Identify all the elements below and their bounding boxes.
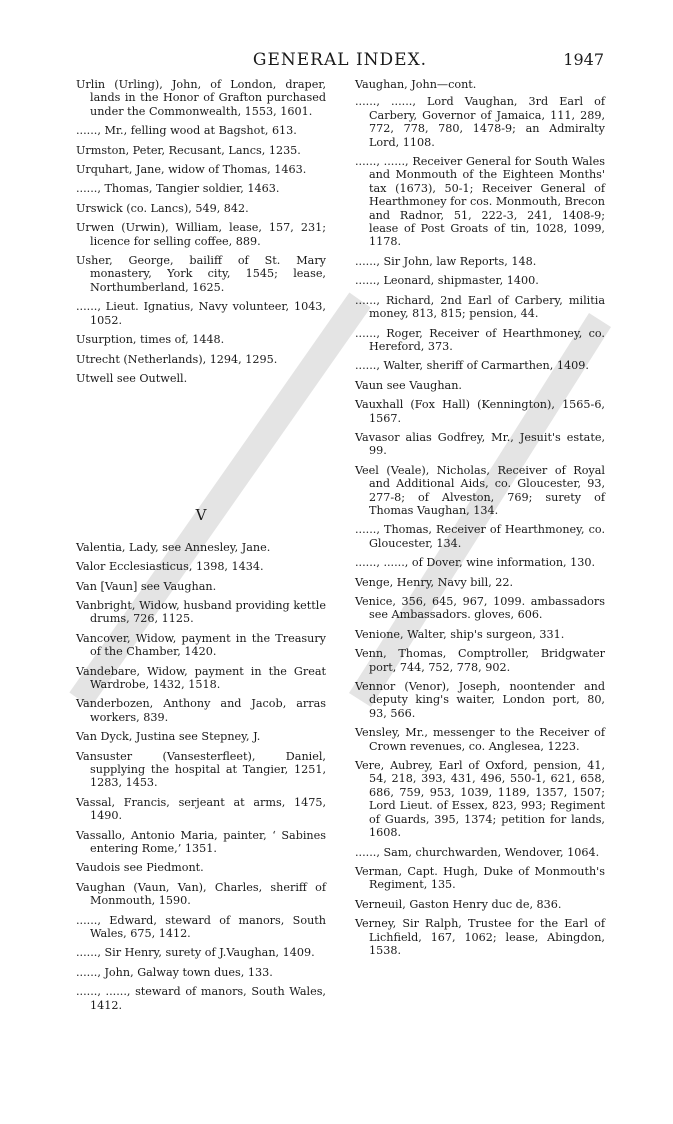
index-entry: ......, Sam, churchwarden, Wendover, 1064. [355, 845, 600, 859]
index-entry: Vassal, Francis, serjeant at arms, 1475, 1490. [76, 795, 326, 823]
index-entry: ......, Thomas, Receiver of Hearthmoney, co. Gloucester, 134. [355, 523, 605, 550]
running-title: GENERAL INDEX. [252, 50, 428, 70]
index-entry: Vauxhall (Fox Hall) (Kennington), 1565-6, 1567. [355, 398, 605, 425]
index-entry: Urswick (co. Lancs), 549, 842. [76, 201, 249, 215]
index-entry: Vansuster (Vansesterfleet), Daniel, supplying the hospital at Tangier, 1251, 1283, 1453. [76, 749, 326, 790]
index-entry: Vanderbozen, Anthony and Jacob, arras workers, 839. [76, 697, 326, 724]
index-entry: Venge, Henry, Navy bill, 22. [355, 575, 514, 589]
index-entry: ......, Thomas, Tangier soldier, 1463. [76, 182, 280, 196]
index-entry: ......, ......, Receiver General for South Wales and Monmouth of the Eighteen Months' tax (1673), 50-1; Receiver General of Hearthmoney for cos. Monmouth, Brecon and Radnor, 51, 222-3, 241, 1408-9; lease of Post Groats of tin, 1028, 1099, 1178. [355, 155, 605, 249]
index-entry: Valor Ecclesiasticus, 1398, 1434. [76, 560, 264, 574]
index-entry: ......, ......, Lord Vaughan, 3rd Earl of Carbery, Governor of Jamaica, 111, 289, 772, 778, 780, 1478-9; an Admiralty Lord, 1108. [355, 95, 605, 149]
right-column [355, 78, 605, 963]
index-entry: Vensley, Mr., messenger to the Receiver of Crown revenues, co. Anglesea, 1223. [355, 726, 605, 753]
index-entry: Vaun see Vaughan. [355, 378, 462, 392]
index-entry: ......, ......, steward of manors, South Wales, 1412. [76, 985, 326, 1012]
index-entry: ......, Lieut. Ignatius, Navy volunteer, 1043, 1052. [76, 300, 326, 327]
column-gap [76, 391, 326, 509]
left-column [76, 78, 326, 1018]
index-entry: Venione, Walter, ship's surgeon, 331. [355, 627, 565, 641]
index-entry: Vanbright, Widow, husband providing kettle drums, 726, 1125. [76, 598, 326, 626]
index-entry: Vassallo, Antonio Maria, painter, ‘ Sabines entering Rome,’ 1351. [76, 828, 326, 856]
index-entry: Venice, 356, 645, 967, 1099. ambassadors see Ambassadors. gloves, 606. [355, 595, 605, 622]
index-entry: Urlin (Urling), John, of London, draper, lands in the Honor of Grafton purchased under the Commonwealth, 1553, 1601. [76, 78, 326, 118]
index-entry: Usurption, times of, 1448. [76, 333, 225, 347]
index-entry: ......, Sir Henry, surety of J.Vaughan, 1409. [76, 946, 315, 960]
index-entry: Vavasor alias Godfrey, Mr., Jesuit's estate, 99. [355, 430, 605, 458]
index-entry: Urwen (Urwin), William, lease, 157, 231; licence for selling coffee, 889. [76, 221, 326, 248]
index-entry: ......, Edward, steward of manors, South Wales, 675, 1412. [76, 913, 326, 941]
index-entry: Utwell see Outwell. [76, 371, 188, 385]
index-entry: Usher, George, bailiff of St. Mary monastery, York city, 1545; lease, Northumberland, 1625. [76, 254, 326, 294]
index-entry: Vancover, Widow, payment in the Treasury of the Chamber, 1420. [76, 631, 326, 659]
section-gap [76, 523, 326, 541]
index-entry: Vere, Aubrey, Earl of Oxford, pension, 41, 54, 218, 393, 431, 496, 550-1, 621, 658, 686, 759, 953, 1039, 1189, 1357, 1507; Lord Lieut. of Essex, 823, 993; Regiment of Guards, 395, 1374; petition for lands, 1608. [355, 759, 605, 840]
index-entry: ......, John, Galway town dues, 133. [76, 965, 273, 979]
index-entry: ......, Richard, 2nd Earl of Carbery, militia money, 813, 815; pension, 44. [355, 293, 605, 321]
index-entry: Verneuil, Gaston Henry duc de, 836. [355, 897, 562, 911]
index-entry: ......, ......, of Dover, wine information, 130. [355, 556, 596, 570]
index-entry: Van [Vaun] see Vaughan. [76, 579, 217, 593]
page-number: 1947 [563, 50, 604, 69]
index-entry: ......, Roger, Receiver of Hearthmoney, co. Hereford, 373. [355, 326, 605, 353]
left-entries-top [76, 78, 326, 385]
index-entry: Van Dyck, Justina see Stepney, J. [76, 730, 261, 744]
index-entry: Urmston, Peter, Recusant, Lancs, 1235. [76, 143, 301, 157]
index-entry: Verney, Sir Ralph, Trustee for the Earl of Lichfield, 167, 1062; lease, Abingdon, 1538. [355, 917, 605, 957]
index-entry: Venn, Thomas, Comptroller, Bridgwater port, 744, 752, 778, 902. [355, 647, 605, 674]
index-entry: Veel (Veale), Nicholas, Receiver of Royal and Additional Aids, co. Gloucester, 93, 277-8; of Alveston, 769; surety of Thomas Vaughan, 134. [355, 463, 605, 517]
index-entry: Vaudois see Piedmont. [76, 861, 204, 875]
section-letter: V [195, 506, 207, 525]
index-entry: Vennor (Venor), Joseph, noontender and deputy king's waiter, London port, 80, 93, 566. [355, 680, 605, 720]
page-header [76, 50, 604, 72]
index-entry: Vaughan (Vaun, Van), Charles, sheriff of Monmouth, 1590. [76, 880, 326, 908]
index-entry: Valentia, Lady, see Annesley, Jane. [76, 540, 271, 554]
index-entry: Urquhart, Jane, widow of Thomas, 1463. [76, 163, 307, 177]
index-entry: Utrecht (Netherlands), 1294, 1295. [76, 352, 278, 366]
index-entry: ......, Leonard, shipmaster, 1400. [355, 274, 539, 288]
index-entry: Vaughan, John—cont. [355, 78, 477, 91]
left-entries-v [76, 541, 326, 1012]
index-entry: ......, Mr., felling wood at Bagshot, 613. [76, 124, 297, 138]
index-entry: ......, Sir John, law Reports, 148. [355, 254, 537, 268]
index-entry: Verman, Capt. Hugh, Duke of Monmouth's Regiment, 135. [355, 864, 605, 892]
index-entry: Vandebare, Widow, payment in the Great Wardrobe, 1432, 1518. [76, 664, 326, 691]
index-entry: ......, Walter, sheriff of Carmarthen, 1409. [355, 359, 589, 373]
